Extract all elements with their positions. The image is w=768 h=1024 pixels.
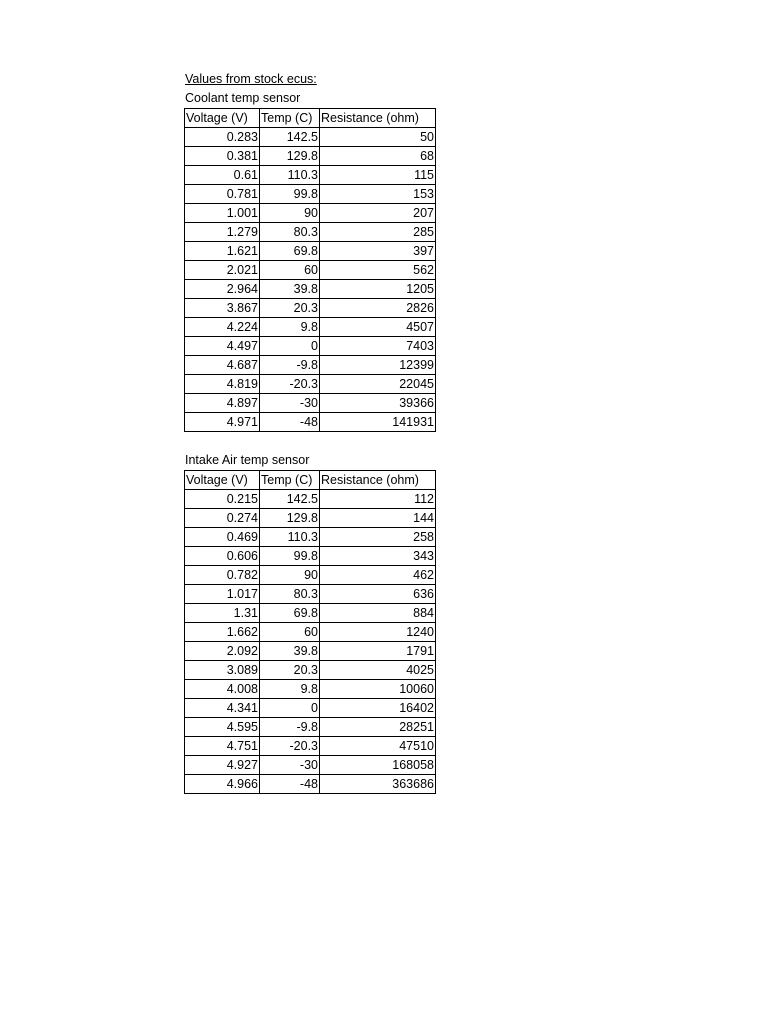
table-row [185, 547, 436, 566]
table-row [185, 699, 436, 718]
voltage-cell: 4.897 [185, 394, 260, 413]
resistance-cell: 12399 [320, 356, 436, 375]
resistance-cell: 285 [320, 223, 436, 242]
temp-cell: 142.5 [260, 128, 320, 147]
temp-cell: 69.8 [260, 242, 320, 261]
resistance-cell: 2826 [320, 299, 436, 318]
voltage-cell: 1.621 [185, 242, 260, 261]
temp-cell: -30 [260, 394, 320, 413]
temp-cell: -20.3 [260, 375, 320, 394]
table-row [185, 166, 436, 185]
resistance-cell: 7403 [320, 337, 436, 356]
voltage-cell: 2.964 [185, 280, 260, 299]
voltage-cell: 0.283 [185, 128, 260, 147]
temp-cell: 80.3 [260, 585, 320, 604]
document-title: Values from stock ecus: [185, 72, 317, 86]
resistance-cell: 884 [320, 604, 436, 623]
resistance-cell: 153 [320, 185, 436, 204]
coolant-table-title: Coolant temp sensor [185, 91, 301, 105]
resistance-cell: 141931 [320, 413, 436, 432]
voltage-cell: 2.092 [185, 642, 260, 661]
temp-cell: 60 [260, 261, 320, 280]
resistance-cell: 28251 [320, 718, 436, 737]
resistance-cell: 4025 [320, 661, 436, 680]
temp-cell: 90 [260, 204, 320, 223]
voltage-cell: 4.819 [185, 375, 260, 394]
voltage-cell: 0.381 [185, 147, 260, 166]
temp-cell: -30 [260, 756, 320, 775]
header-voltage: Voltage (V) [185, 471, 260, 490]
table-row [185, 718, 436, 737]
resistance-cell: 39366 [320, 394, 436, 413]
table-row [185, 604, 436, 623]
voltage-cell: 4.595 [185, 718, 260, 737]
table-row [185, 128, 436, 147]
table-row [185, 775, 436, 794]
voltage-cell: 1.662 [185, 623, 260, 642]
table-row [185, 185, 436, 204]
temp-cell: -20.3 [260, 737, 320, 756]
table-row [185, 585, 436, 604]
table-row [185, 394, 436, 413]
resistance-cell: 636 [320, 585, 436, 604]
voltage-cell: 1.31 [185, 604, 260, 623]
table-spacer [184, 432, 444, 451]
temp-cell: 9.8 [260, 680, 320, 699]
header-temp: Temp (C) [260, 109, 320, 128]
voltage-cell: 0.61 [185, 166, 260, 185]
header-resistance: Resistance (ohm) [320, 109, 436, 128]
temp-cell: -48 [260, 413, 320, 432]
intake-air-temp-table [184, 470, 436, 794]
table-row [185, 413, 436, 432]
table-row [185, 566, 436, 585]
resistance-cell: 397 [320, 242, 436, 261]
resistance-cell: 363686 [320, 775, 436, 794]
resistance-cell: 22045 [320, 375, 436, 394]
temp-cell: 99.8 [260, 185, 320, 204]
table-row [185, 356, 436, 375]
voltage-cell: 4.497 [185, 337, 260, 356]
temp-cell: 90 [260, 566, 320, 585]
temp-cell: 129.8 [260, 147, 320, 166]
voltage-cell: 4.008 [185, 680, 260, 699]
temp-cell: 20.3 [260, 299, 320, 318]
voltage-cell: 4.224 [185, 318, 260, 337]
temp-cell: -9.8 [260, 718, 320, 737]
voltage-cell: 4.966 [185, 775, 260, 794]
resistance-cell: 115 [320, 166, 436, 185]
resistance-cell: 562 [320, 261, 436, 280]
voltage-cell: 4.971 [185, 413, 260, 432]
resistance-cell: 16402 [320, 699, 436, 718]
table-row [185, 242, 436, 261]
resistance-cell: 258 [320, 528, 436, 547]
voltage-cell: 3.867 [185, 299, 260, 318]
temp-cell: 69.8 [260, 604, 320, 623]
table-header-row [185, 109, 436, 128]
voltage-cell: 0.469 [185, 528, 260, 547]
resistance-cell: 68 [320, 147, 436, 166]
table-row [185, 490, 436, 509]
voltage-cell: 4.751 [185, 737, 260, 756]
temp-cell: 110.3 [260, 528, 320, 547]
resistance-cell: 343 [320, 547, 436, 566]
spreadsheet-page [184, 70, 444, 794]
table-row [185, 299, 436, 318]
temp-cell: -48 [260, 775, 320, 794]
temp-cell: 39.8 [260, 642, 320, 661]
temp-cell: 39.8 [260, 280, 320, 299]
header-resistance: Resistance (ohm) [320, 471, 436, 490]
intake-air-table-title: Intake Air temp sensor [185, 453, 310, 467]
voltage-cell: 0.782 [185, 566, 260, 585]
voltage-cell: 2.021 [185, 261, 260, 280]
temp-cell: 110.3 [260, 166, 320, 185]
table-row [185, 737, 436, 756]
table-row [185, 280, 436, 299]
voltage-cell: 1.017 [185, 585, 260, 604]
temp-cell: 0 [260, 699, 320, 718]
resistance-cell: 207 [320, 204, 436, 223]
table-row [185, 756, 436, 775]
table-row [185, 528, 436, 547]
temp-cell: 142.5 [260, 490, 320, 509]
voltage-cell: 1.001 [185, 204, 260, 223]
table-row [185, 261, 436, 280]
voltage-cell: 0.274 [185, 509, 260, 528]
resistance-cell: 112 [320, 490, 436, 509]
voltage-cell: 3.089 [185, 661, 260, 680]
header-temp: Temp (C) [260, 471, 320, 490]
voltage-cell: 4.927 [185, 756, 260, 775]
temp-cell: 129.8 [260, 509, 320, 528]
resistance-cell: 10060 [320, 680, 436, 699]
resistance-cell: 168058 [320, 756, 436, 775]
resistance-cell: 1791 [320, 642, 436, 661]
voltage-cell: 0.781 [185, 185, 260, 204]
resistance-cell: 144 [320, 509, 436, 528]
table-row [185, 623, 436, 642]
table-row [185, 642, 436, 661]
temp-cell: 0 [260, 337, 320, 356]
table-row [185, 509, 436, 528]
table-row [185, 375, 436, 394]
temp-cell: 20.3 [260, 661, 320, 680]
resistance-cell: 1240 [320, 623, 436, 642]
voltage-cell: 4.341 [185, 699, 260, 718]
table-header-row [185, 471, 436, 490]
table-row [185, 318, 436, 337]
table-row [185, 680, 436, 699]
temp-cell: -9.8 [260, 356, 320, 375]
resistance-cell: 462 [320, 566, 436, 585]
table-row [185, 204, 436, 223]
coolant-temp-table [184, 108, 436, 432]
resistance-cell: 50 [320, 128, 436, 147]
table-row [185, 661, 436, 680]
voltage-cell: 4.687 [185, 356, 260, 375]
temp-cell: 60 [260, 623, 320, 642]
resistance-cell: 1205 [320, 280, 436, 299]
resistance-cell: 47510 [320, 737, 436, 756]
table-row [185, 337, 436, 356]
voltage-cell: 1.279 [185, 223, 260, 242]
table-row [185, 223, 436, 242]
resistance-cell: 4507 [320, 318, 436, 337]
voltage-cell: 0.606 [185, 547, 260, 566]
temp-cell: 9.8 [260, 318, 320, 337]
table-row [185, 147, 436, 166]
header-voltage: Voltage (V) [185, 109, 260, 128]
voltage-cell: 0.215 [185, 490, 260, 509]
temp-cell: 80.3 [260, 223, 320, 242]
temp-cell: 99.8 [260, 547, 320, 566]
